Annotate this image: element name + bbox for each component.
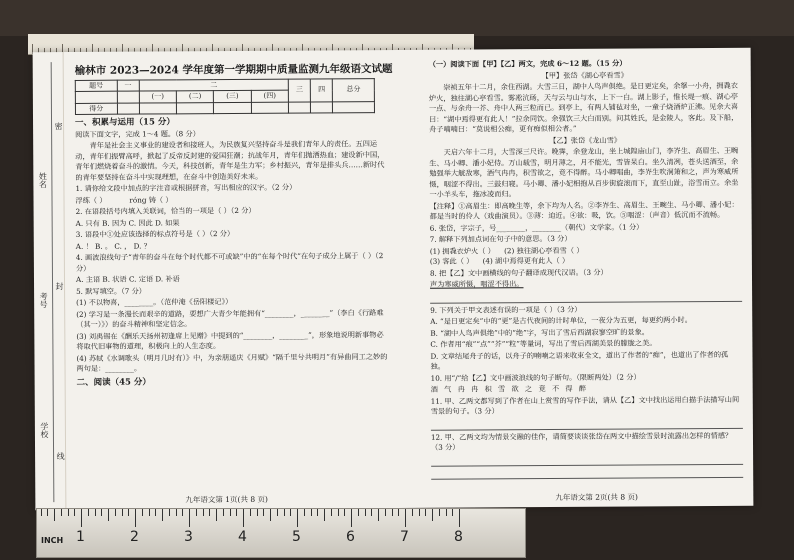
ruler-tick <box>149 509 150 516</box>
ruler-tick <box>351 509 352 527</box>
section-heading: 二、阅读（45 分） <box>76 376 151 388</box>
ruler-tick <box>243 509 244 527</box>
ruler-tick <box>61 509 62 516</box>
ruler-number: 1 <box>76 529 85 545</box>
exam-paper <box>33 48 754 510</box>
ruler-tick <box>223 509 224 516</box>
ruler-number: 5 <box>292 529 301 545</box>
ruler-tick <box>209 509 210 516</box>
ruler-tick <box>297 509 298 527</box>
ruler-tick <box>344 509 345 516</box>
reading-heading: （一）阅读下面【甲】【乙】两文，完成 6～12 题。（15 分） <box>428 58 627 69</box>
question-5-item[interactable]: (1) 不以物喜，________。（范仲淹《岳阳楼记》） <box>76 296 233 307</box>
ruler-tick <box>452 509 453 516</box>
ruler-tick <box>419 509 420 516</box>
ruler-tick <box>95 509 96 516</box>
question-2: 2. 在语段括号内填入关联词，恰当的一项是（ ）（2 分） <box>75 205 256 216</box>
ruler-tick <box>277 509 278 516</box>
ruler-tick <box>88 509 89 516</box>
question-4: 4. 画波浪线句子“青年的奋斗在每个时代都不可或缺”中的“在每个时代”在句子成分上属于（ ）（2 分） <box>75 251 384 273</box>
passage-text: 青年是社会主义事业的建设者和接班人，为民族复兴坚持奋斗是我们青年人的责任。五四运动，青年们振臂高呼，掀起了反帝反封建的爱国狂潮；抗战年月，青年们抛洒热血；建设新中国，青年们燃烧着奋斗的激情。今天，科技创新，青年是生力军；乡村振兴，青年是排头兵……新时代的青年要坚持在奋斗中实现理想，在奋斗中创造美好未来。 <box>75 139 385 182</box>
ruler-tick <box>108 509 109 521</box>
ruler-tick <box>284 509 285 516</box>
margin-mark-envelope: 封 <box>55 282 65 291</box>
ruler-tick <box>182 509 183 516</box>
page-left <box>74 50 393 389</box>
question-5-item[interactable]: (4) 苏轼《水调歌头（明月几时有）》中，为亲朋遥庆《月赋》“隔千里兮共明月”有异曲同工之妙的两句是：________。 <box>76 351 388 373</box>
question-11: 11. 甲、乙两文都写到了作者在山上赏雪的写作手法，请从【乙】文中找出运用白描手法描写山间雪景的句子。（3 分） <box>430 394 740 416</box>
ruler-tick <box>250 509 251 516</box>
ruler-tick <box>290 509 291 516</box>
ruler-tick <box>122 509 123 516</box>
margin-label-id: 考号 <box>39 292 49 309</box>
ruler-number: 7 <box>400 529 409 545</box>
ruler-tick <box>371 509 372 516</box>
margin-mark-line: 线 <box>56 452 66 461</box>
ruler-tick <box>412 509 413 516</box>
question-7-items: (1) 拥毳衣炉火（ ） (2) 独往湖心亭看雪（ ） (3) 客此（ ） (4) 湖中焉得更有此人（ ） <box>429 245 584 266</box>
margin-label-school: 学校 <box>39 422 49 439</box>
page-footer-left: 九年语文第 1页(共 8 页) <box>185 494 268 505</box>
question-9-option: A. “是日更定矣”中的“更”是古代夜间的计时单位，一夜分为五更，每更约两小时。 <box>430 315 692 326</box>
ruler-tick <box>304 509 305 516</box>
ruler-tick <box>270 509 271 521</box>
page-right <box>429 48 744 481</box>
question-10-sentence[interactable]: 酒 气 冉 冉 积 雪 欲 之 竟 不 得 醉 <box>430 383 589 394</box>
ruler-tick <box>365 509 366 516</box>
ruler-tick <box>216 509 217 521</box>
ruler-tick <box>459 509 460 527</box>
ruler-tick <box>385 509 386 516</box>
margin-label-name: 姓名 <box>38 172 48 189</box>
desk-background <box>0 0 794 36</box>
ruler-tick <box>331 509 332 516</box>
question-5-item[interactable]: (2) 学习是一条漫长而艰辛的道路，要想广大青少年能拥有“________，________”（李白《行路难（其一）》）的奋斗精神和坚定信念。 <box>76 307 384 329</box>
text-yi-title: 【乙】张岱《龙山雪》 <box>549 135 622 145</box>
ruler-tick <box>128 509 129 516</box>
ruler-tick <box>203 509 204 516</box>
question-5: 5. 默写填空。（7 分） <box>76 286 146 296</box>
annotations: 【注释】①高眉生：即高晚生等，余下均为人名。②李岕生、高眉生、王畹生、马小卿、潘小妃：都是当时的伶人（戏曲演员）。③薄：迫近。④欲：吸，饮。⑤咽涩：（声音）低沉而不流畅。 <box>429 199 739 221</box>
ruler-tick <box>189 509 190 527</box>
ruler-number: 8 <box>454 529 463 545</box>
ruler-tick <box>324 509 325 521</box>
question-2-options: A. 只有 B. 因为 C. 因此 D. 如果 <box>75 217 180 228</box>
answer-line[interactable] <box>431 466 743 479</box>
binding-margin <box>33 52 67 510</box>
ruler-number: 2 <box>130 529 139 545</box>
question-10: 10. 用“/”给【乙】文中画波浪线的句子断句。（限断两处）（2 分） <box>430 371 641 383</box>
ruler-tick <box>446 509 447 516</box>
ruler-tick <box>115 509 116 516</box>
page-footer-right: 九年语文第 2页(共 8 页) <box>555 492 638 503</box>
ruler-tick <box>196 509 197 516</box>
bottom-ruler <box>36 508 526 558</box>
ruler-tick <box>392 509 393 516</box>
ruler-tick <box>358 509 359 516</box>
reading-intro: 阅读下面文字，完成 1～4 题。（8 分） <box>75 128 200 139</box>
exam-title: 榆林市 2023—2024 学年度第一学期期中质量监测九年级语文试题 <box>74 62 393 77</box>
ruler-tick <box>230 509 231 516</box>
ruler-tick <box>101 509 102 516</box>
ruler-number: 6 <box>346 529 355 545</box>
ruler-unit: INCH <box>41 536 64 545</box>
ruler-tick <box>378 509 379 521</box>
question-9-option: C. 作者用“痕”“点”“芥”“粒”等量词，写出了雪后西湖美景的朦胧之美。 <box>430 338 657 349</box>
text-jia-title: 【甲】张岱《湖心亭看雪》 <box>541 70 628 80</box>
ruler-tick <box>338 509 339 516</box>
question-1: 1. 请你给文段中加点的字注音或根据拼音，写出相应的汉字。（2 分） <box>75 182 297 193</box>
question-3: 3. 语段中①处应该选择的标点符号是（ ）（2 分） <box>75 228 235 239</box>
ruler-tick <box>169 509 170 516</box>
ruler-tick <box>142 509 143 516</box>
ruler-tick <box>257 509 258 516</box>
ruler-tick <box>54 509 55 521</box>
ruler-tick <box>432 509 433 521</box>
question-5-item[interactable]: (3) 刘禹锡在《酬乐天扬州初逢席上见赠》中提到的“________，________”，形象地说明新事物必将取代旧事物的道理，积极向上的人生态度。 <box>76 329 384 351</box>
ruler-tick <box>405 509 406 527</box>
ruler-tick <box>74 509 75 516</box>
question-7: 7. 解释下列加点词在句子中的意思。（3 分） <box>429 233 572 244</box>
answer-line[interactable] <box>431 453 743 466</box>
ruler-number: 3 <box>184 529 193 545</box>
question-12: 12. 甲、乙两文均为情景交融的佳作，请简要谈谈张岱在两文中描绘雪景时流露出怎样的情感？（3 分） <box>430 430 733 452</box>
score-table: 题号 一 二 三 四 总分 (一) (二) (三) (四) 得分 <box>75 78 375 115</box>
ruler-tick <box>155 509 156 516</box>
ruler-tick <box>176 509 177 516</box>
question-8: 8. 把【乙】文中画横线的句子翻译成现代汉语。（3 分） <box>429 267 608 278</box>
answer-line[interactable] <box>430 290 742 303</box>
ruler-tick <box>81 509 82 527</box>
question-9-option: B. “湖中人鸟声俱绝”中的“绝”字，写出了雪后西湖寂寥空旷的景象。 <box>430 326 649 338</box>
ruler-tick <box>263 509 264 516</box>
question-9: 9. 下列关于甲文表述有误的一项是（ ）（3 分） <box>430 304 582 315</box>
ruler-tick <box>398 509 399 516</box>
question-8-sentence: 声为寒威所慑，咽涩不得出。 <box>430 279 524 289</box>
question-6[interactable]: 6. 张岱，字宗子，号________，________（朝代）文学家。（1 分） <box>429 221 644 233</box>
ruler-tick <box>317 509 318 516</box>
question-4-options: A. 主语 B. 状语 C. 定语 D. 补语 <box>75 274 180 284</box>
text-yi: 天启六年十二月，大雪深三尺许。晚霁，余登龙山，坐上城隍庙山门，李岕生、高眉生、王畹生、马小卿、潘小妃侍。万山载雪，明月薄之，月不能光，雪皆呆白。坐久清冽，苍头送酒至，余勉强举大觥敌寒，酒气冉冉，积雪欲之，竟不得醉。马小卿唱曲，李岕生吹洞箫和之，声为寒威所慑，咽涩不得出。三鼓归寝。马小卿、潘小妃相抱从百步街旋滚而下，直至山趾，浴雪而立。余坐一小羊头车，拖冰凌而归。 <box>429 145 739 199</box>
text-jia: 崇祯五年十二月，余住西湖。大雪三日，湖中人鸟声俱绝。是日更定矣，余拏一小舟，拥毳衣炉火，独往湖心亭看雪。雾凇沆砀，天与云与山与水，上下一白。湖上影子，惟长堤一痕、湖心亭一点、与余舟一芥、舟中人两三粒而已。到亭上，有两人铺毡对坐，一童子烧酒炉正沸。见余大喜曰：“湖中焉得更有此人！”拉余同饮。余强饮三大白而别。问其姓氏，是金陵人，客此。及下船，舟子喃喃曰：“莫说相公痴，更有痴似相公者。” <box>428 80 739 134</box>
ruler-tick <box>41 509 42 516</box>
margin-mark-seal: 密 <box>54 122 64 131</box>
section-heading: 一、积累与运用（15 分） <box>75 117 175 128</box>
answer-line[interactable] <box>431 417 743 430</box>
ruler-tick <box>68 509 69 516</box>
question-1-words: 浮练（ ） róng 铸（ ） <box>75 194 173 205</box>
ruler-tick <box>162 509 163 521</box>
question-3-options: A. ！ B. 。 C. ， D. ？ <box>75 240 151 251</box>
ruler-tick <box>425 509 426 516</box>
ruler-tick <box>135 509 136 527</box>
ruler-tick <box>439 509 440 516</box>
question-9-option: D. 文章结尾舟子的话，以舟子的喃喃之语来收束全文，道出了作者的“痴”，也道出了作者的孤独。 <box>430 349 729 371</box>
ruler-tick <box>47 509 48 516</box>
ruler-tick <box>311 509 312 516</box>
ruler-tick <box>236 509 237 516</box>
ruler-number: 4 <box>238 529 247 545</box>
